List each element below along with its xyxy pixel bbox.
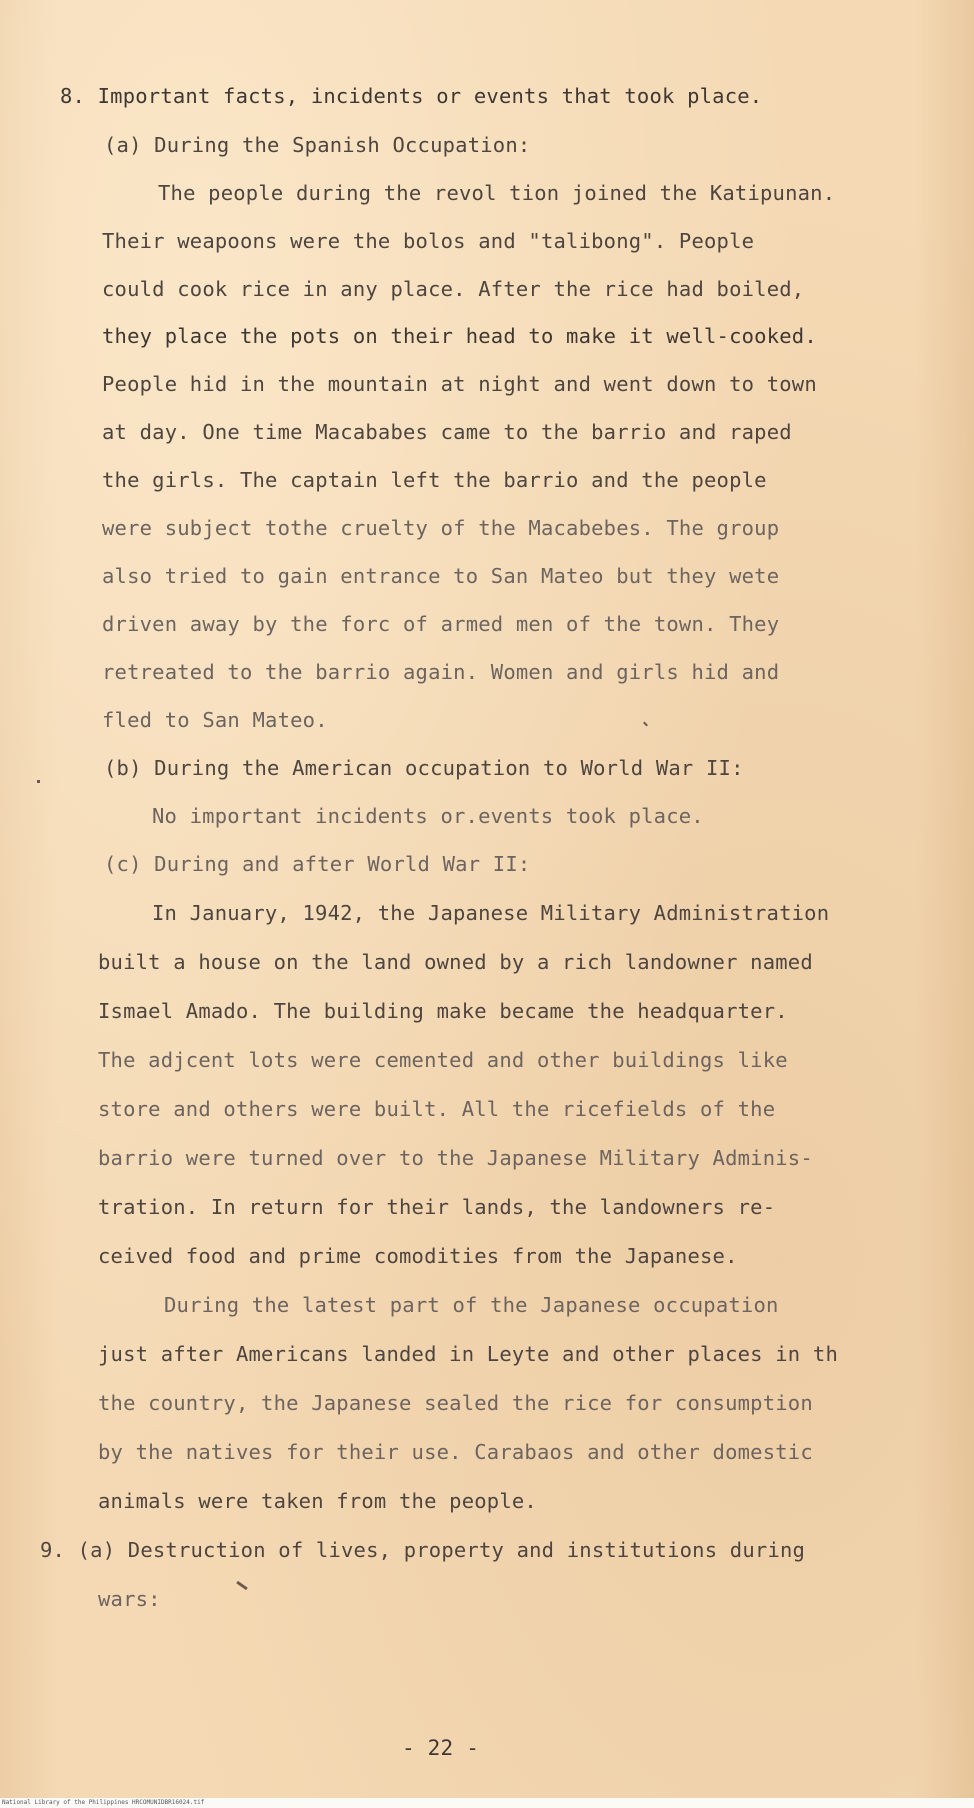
text-line: During the latest part of the Japanese occupation [164,1293,779,1317]
text-line: the girls. The captain left the barrio and the people [102,468,767,492]
text-line: fled to San Mateo. [102,708,328,732]
text-line: they place the pots on their head to make it well-cooked. [102,324,817,348]
text-line: No important incidents or.events took place. [152,804,704,828]
text-line: by the natives for their use. Carabaos and other domestic [98,1440,813,1464]
archive-footer: National Library of the Philippines HRCOMUNIDBR16024.tif [2,1799,205,1806]
text-line: retreated to the barrio again. Women and girls hid and [102,660,780,684]
text-line: Ismael Amado. The building make became the headquarter. [98,999,788,1023]
subsection-c-heading: (c) During and after World War II: [104,852,531,876]
text-line: Their weapoons were the bolos and "talibong". People [102,229,755,253]
text-line: built a house on the land owned by a rich landowner named [98,950,813,974]
subsection-a-heading: (a) During the Spanish Occupation: [104,133,531,157]
text-line: store and others were built. All the ricefields of the [98,1097,776,1121]
section-9-heading: 9. (a) Destruction of lives, property and institutions during [40,1538,806,1562]
page-number: - 22 - [402,1736,480,1760]
subsection-b-heading: (b) During the American occupation to World War II: [104,756,744,780]
text-line: People hid in the mountain at night and went down to town [102,372,817,396]
text-line: were subject tothe cruelty of the Macabebes. The group [102,516,780,540]
text-line: could cook rice in any place. After the rice had boiled, [102,277,805,301]
text-line: also tried to gain entrance to San Mateo but they wete [102,564,780,588]
text-line: barrio were turned over to the Japanese Military Adminis- [98,1146,813,1170]
text-line: tration. In return for their lands, the landowners re- [98,1195,776,1219]
text-line: The adjcent lots were cemented and other buildings like [98,1048,788,1072]
section-8-heading: 8. Important facts, incidents or events that took place. [60,84,763,108]
ink-mark [643,722,648,727]
text-line: animals were taken from the people. [98,1489,537,1513]
text-line: In January, 1942, the Japanese Military Administration [152,901,830,925]
ink-mark [236,1581,248,1590]
text-line: The people during the revol tion joined the Katipunan. [158,181,836,205]
ink-mark [37,780,40,783]
text-line: wars: [98,1587,161,1611]
text-line: at day. One time Macababes came to the barrio and raped [102,420,792,444]
text-line: ceived food and prime comodities from the Japanese. [98,1244,738,1268]
text-line: driven away by the forc of armed men of the town. They [102,612,780,636]
text-line: just after Americans landed in Leyte and other places in th [98,1342,838,1366]
text-line: the country, the Japanese sealed the rice for consumption [98,1391,813,1415]
